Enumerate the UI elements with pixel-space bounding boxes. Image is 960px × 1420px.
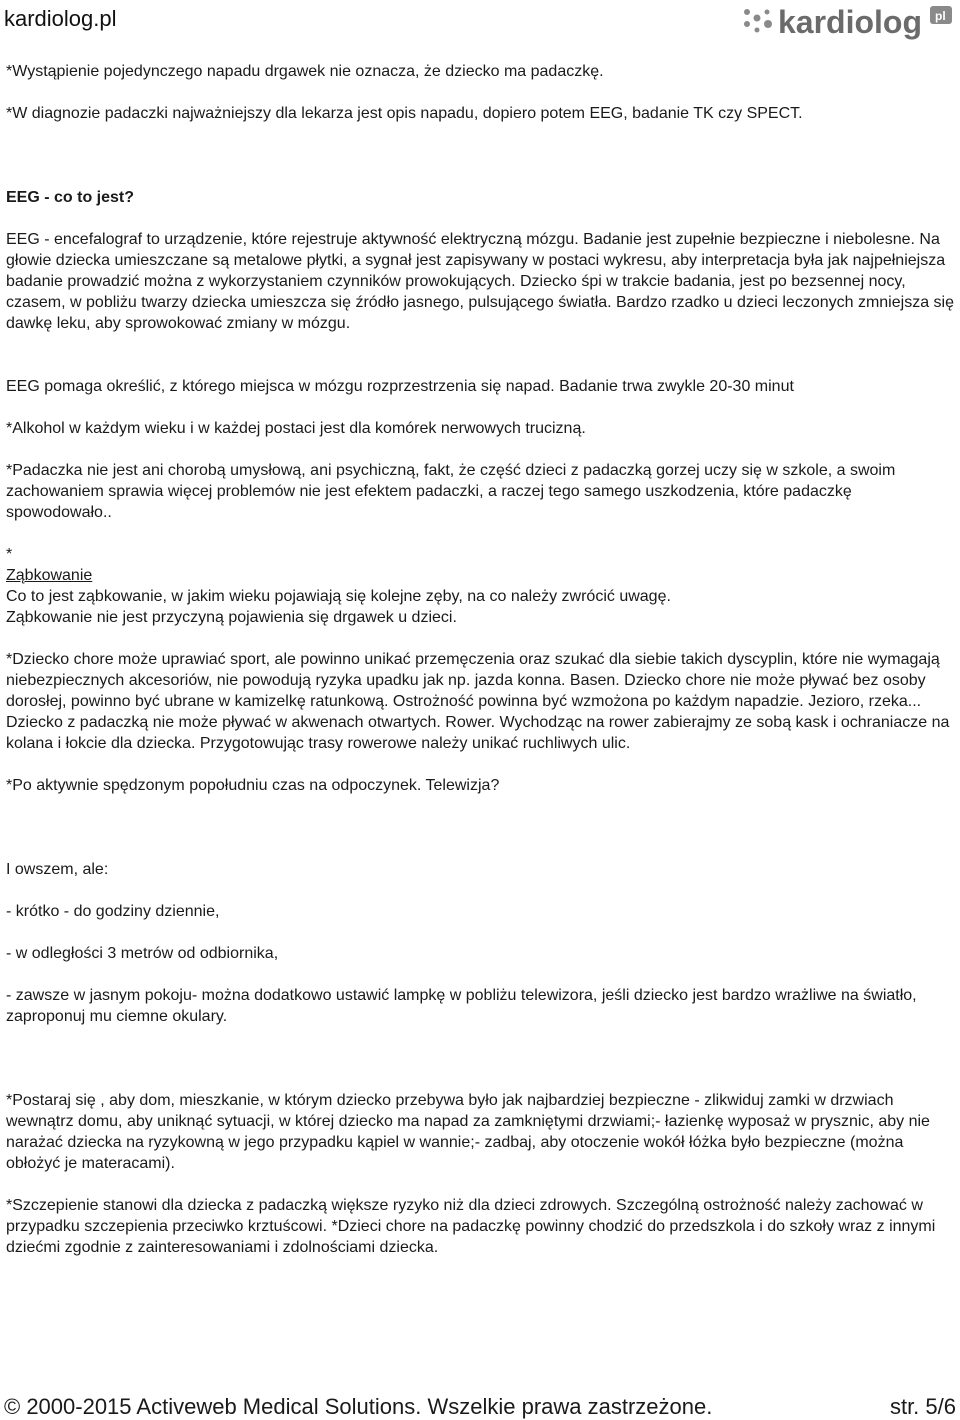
paragraph-diagnosis: *W diagnozie padaczki najważniejszy dla lekarza jest opis napadu, dopiero potem EEG, badanie TK czy SPECT.: [6, 105, 803, 122]
page-header: [0, 0, 960, 44]
list-item-tv-1: - krótko - do godziny dziennie,: [6, 903, 220, 920]
kardiolog-logo: [740, 2, 956, 42]
paragraph-eeg-helps: EEG pomaga określić, z którego miejsca w mózgu rozprzestrzenia się napad. Badanie trwa zwykle 20-30 minut: [6, 378, 794, 395]
paragraph-alcohol: *Alkohol w każdym wieku i w każdej postaci jest dla komórek nerwowych trucizną.: [6, 420, 586, 437]
paragraph-home-safety: *Postaraj się , aby dom, mieszkanie, w którym dziecko przebywa było jak najbardziej bezpieczne - zlikwiduj zamki w drzwiach wewnątrz domu, aby uniknąć sytuacji, w której dziecko ma napad za zamkniętymi drzwiami;- łazienkę wyposaż w prysznic, aby nie narażać dziecka na ryzykowną w jego przypadku kąpiel w wannie;- zadbaj, aby otoczenie wokół łóżka było bezpieczne (można obłożyć je materacami).: [6, 1092, 930, 1172]
logo-text: kardiolog: [778, 4, 923, 40]
page-number: str. 5/6: [889, 1394, 956, 1419]
site-name: kardiolog.pl: [4, 6, 117, 31]
paragraph-sport: *Dziecko chore może uprawiać sport, ale powinno unikać przemęczenia oraz szukać dla siebie takich dyscyplin, które nie wymagają niebezpiecznych akcesoriów, nie powodują ryzyka upadku jak np. jazda konna. Basen. Dziecko chore nie może pływać bez osoby dorosłej, powinno być ubrane w kamizelkę ratunkową. Ostrożność powinna być wzmożona po każdym napadzie. Jezioro, rzeka... Dziecko z padaczką nie może pływać w akwenach otwartych. Rower. Wychodząc na rower zabierajmy ze sobą kask i ochraniacze na kolana i łokcie dla dziecka. Przygotowując trasy rowerowe należy unikać ruchliwych ulic.: [6, 651, 950, 752]
paragraph-not-mental-illness: *Padaczka nie jest ani chorobą umysłową, ani psychiczną, fakt, że część dzieci z padaczką gorzej uczy się w szkole, a swoim zachowaniem sprawia więcej problemów nie jest efektem padaczki, a raczej tego samego uszkodzenia, które padaczkę spowodowało..: [6, 462, 896, 521]
footer-copyright: © 2000-2015 Activeweb Medical Solutions. Wszelkie prawa zastrzeżone.: [4, 1394, 713, 1419]
list-item-tv-2: - w odległości 3 metrów od odbiornika,: [6, 945, 279, 962]
asterisk-marker: *: [6, 546, 13, 563]
paragraph-eeg-description: EEG - encefalograf to urządzenie, które rejestruje aktywność elektryczną mózgu. Badanie jest zupełnie bezpieczne i niebolesne. Na głowie dziecka umieszczane są metalowe płytki, a sygnał jest zapisywany w postaci wykresu, aby interpretacja była jak najpełniejsza badanie prowadzić można z wykorzystaniem czynników prowokujących. Dziecko śpi w trakcie badania, jest po bezsennej nocy, czasem, w pobliżu twarzy dziecka umieszcza się źródło jasnego, pulsującego światła. Bardzo rzadko u dzieci leczonych zmniejsza się dawkę leku, aby sprowokować zmiany w mózgu.: [6, 231, 954, 332]
list-item-tv-3: - zawsze w jasnym pokoju- można dodatkowo ustawić lampkę w pobliżu telewizora, jeśli dziecko jest bardzo wrażliwe na światło, zaproponuj mu ciemne okulary.: [6, 987, 917, 1025]
paragraph-tv-intro: I owszem, ale:: [6, 861, 109, 878]
page-footer: [0, 1392, 960, 1420]
article-content: [6, 61, 954, 1258]
heading-eeg: EEG - co to jest?: [6, 189, 135, 206]
logo-badge-text: pl: [935, 9, 946, 23]
paragraph-single-seizure: *Wystąpienie pojedynczego napadu drgawek nie oznacza, że dziecko ma padaczkę.: [6, 63, 604, 80]
paragraph-vaccination: *Szczepienie stanowi dla dziecka z padaczką większe ryzyko niż dla dzieci zdrowych. Szczególną ostrożność należy zachować w przypadku szczepienia przeciwko krztuścowi. *Dzieci chore na padaczkę powinny chodzić do przedszkola i do szkoły wraz z innymi dziećmi zgodnie z zainteresowaniami i zdolnościami dziecka.: [6, 1197, 936, 1256]
paragraph-rest: *Po aktywnie spędzonym popołudniu czas na odpoczynek. Telewizja?: [6, 777, 500, 794]
teething-link[interactable]: Ząbkowanie: [6, 567, 93, 584]
teething-line-1: Co to jest ząbkowanie, w jakim wieku pojawiają się kolejne zęby, na co należy zwrócić uwagę.: [6, 588, 671, 605]
teething-line-2: Ząbkowanie nie jest przyczyną pojawienia się drgawek u dzieci.: [6, 609, 457, 626]
logo-dots-icon: [744, 9, 772, 33]
